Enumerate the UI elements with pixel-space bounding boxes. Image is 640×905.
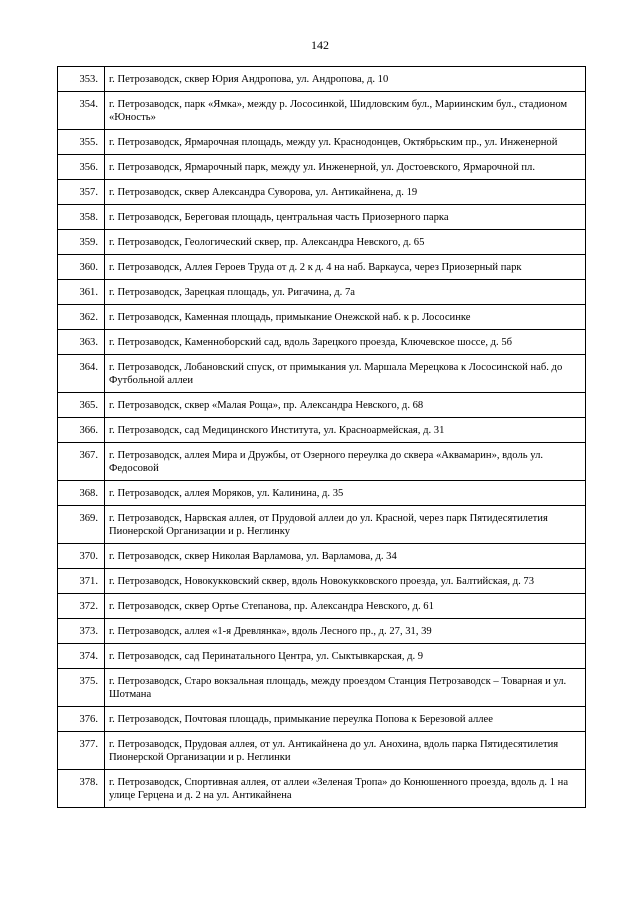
row-number	[58, 92, 105, 130]
row-description-text: г. Петрозаводск, Аллея Героев Труда от д. 2 к д. 4 на наб. Варкауса, через Приозерный парк	[109, 262, 522, 273]
row-number	[58, 443, 105, 481]
row-description-text: г. Петрозаводск, Прудовая аллея, от ул. Антикайнена до ул. Анохина, вдоль парка Пятидесятилетия Пионерской Организации и р. Неглинки	[109, 739, 559, 763]
table-row	[58, 669, 586, 707]
row-number-text: 366.	[79, 425, 98, 436]
row-description	[105, 330, 586, 355]
row-number-text: 371.	[79, 576, 98, 587]
row-description	[105, 594, 586, 619]
row-number	[58, 330, 105, 355]
row-number-text: 375.	[79, 676, 98, 687]
table-row	[58, 130, 586, 155]
row-number-text: 362.	[79, 312, 98, 323]
row-description-text: г. Петрозаводск, сквер Николая Варламова, ул. Варламова, д. 34	[109, 551, 397, 562]
row-description-text: г. Петрозаводск, Новокукковский сквер, вдоль Новокукковского проезда, ул. Балтийская, д. 73	[109, 576, 535, 587]
row-number	[58, 255, 105, 280]
table-row	[58, 255, 586, 280]
table-row	[58, 770, 586, 808]
row-number	[58, 130, 105, 155]
row-number	[58, 594, 105, 619]
row-number	[58, 544, 105, 569]
row-description-text: г. Петрозаводск, сквер Александра Суворова, ул. Антикайнена, д. 19	[109, 187, 418, 198]
row-description	[105, 707, 586, 732]
row-number-text: 377.	[79, 739, 98, 750]
row-description	[105, 669, 586, 707]
table-row	[58, 305, 586, 330]
row-number-text: 356.	[79, 162, 98, 173]
row-number-text: 360.	[79, 262, 98, 273]
row-description-text: г. Петрозаводск, аллея «1-я Древлянка», вдоль Лесного пр., д. 27, 31, 39	[109, 626, 432, 637]
table-row	[58, 481, 586, 506]
row-description	[105, 305, 586, 330]
row-number-text: 361.	[79, 287, 98, 298]
row-number	[58, 644, 105, 669]
row-number-text: 374.	[79, 651, 98, 662]
table-row	[58, 205, 586, 230]
row-description	[105, 155, 586, 180]
table-row	[58, 393, 586, 418]
places-table	[57, 66, 586, 808]
row-description-text: г. Петрозаводск, аллея Моряков, ул. Калинина, д. 35	[109, 488, 344, 499]
table-row	[58, 594, 586, 619]
row-number	[58, 280, 105, 305]
table-row	[58, 92, 586, 130]
table-row	[58, 230, 586, 255]
table-row	[58, 67, 586, 92]
row-description-text: г. Петрозаводск, Геологический сквер, пр. Александра Невского, д. 65	[109, 237, 425, 248]
row-description	[105, 130, 586, 155]
row-description	[105, 644, 586, 669]
row-number-text: 365.	[79, 400, 98, 411]
row-description-text: г. Петрозаводск, Каменная площадь, примыкание Онежской наб. к р. Лососинке	[109, 312, 471, 323]
row-description	[105, 418, 586, 443]
row-description-text: г. Петрозаводск, Береговая площадь, центральная часть Приозерного парка	[109, 212, 449, 223]
table-row	[58, 544, 586, 569]
row-number-text: 370.	[79, 551, 98, 562]
row-description	[105, 481, 586, 506]
row-number-text: 359.	[79, 237, 98, 248]
row-number	[58, 481, 105, 506]
table-row	[58, 569, 586, 594]
row-description	[105, 180, 586, 205]
row-description	[105, 619, 586, 644]
row-number-text: 367.	[79, 450, 98, 461]
row-description	[105, 443, 586, 481]
row-number-text: 373.	[79, 626, 98, 637]
table-row	[58, 355, 586, 393]
row-number-text: 372.	[79, 601, 98, 612]
row-description-text: г. Петрозаводск, сквер Юрия Андропова, ул. Андропова, д. 10	[109, 74, 389, 85]
table-row	[58, 155, 586, 180]
row-number	[58, 619, 105, 644]
row-description	[105, 92, 586, 130]
row-number-text: 368.	[79, 488, 98, 499]
row-description-text: г. Петрозаводск, сад Медицинского Института, ул. Красноармейская, д. 31	[109, 425, 445, 436]
row-number-text: 378.	[79, 777, 98, 788]
row-description	[105, 544, 586, 569]
places-table-body	[58, 67, 586, 808]
row-number	[58, 506, 105, 544]
row-description-text: г. Петрозаводск, Зарецкая площадь, ул. Ригачина, д. 7а	[109, 287, 355, 298]
row-number	[58, 230, 105, 255]
table-row	[58, 280, 586, 305]
row-number-text: 376.	[79, 714, 98, 725]
row-number-text: 364.	[79, 362, 98, 373]
table-row	[58, 506, 586, 544]
table-row	[58, 644, 586, 669]
row-description-text: г. Петрозаводск, Спортивная аллея, от аллеи «Зеленая Тропа» до Конюшенного проезда, вдоль д. 1 на улице Герцена и д. 2 на ул. Антикайнена	[109, 777, 569, 801]
table-row	[58, 619, 586, 644]
row-number-text: 358.	[79, 212, 98, 223]
row-number	[58, 569, 105, 594]
row-description	[105, 732, 586, 770]
row-number	[58, 770, 105, 808]
row-description-text: г. Петрозаводск, сквер «Малая Роща», пр. Александра Невского, д. 68	[109, 400, 424, 411]
table-row	[58, 707, 586, 732]
row-description	[105, 205, 586, 230]
row-number-text: 357.	[79, 187, 98, 198]
row-description-text: г. Петрозаводск, сквер Ортье Степанова, пр. Александра Невского, д. 61	[109, 601, 434, 612]
table-row	[58, 732, 586, 770]
row-number	[58, 393, 105, 418]
table-row	[58, 418, 586, 443]
row-description-text: г. Петрозаводск, сад Перинатального Центра, ул. Сыктывкарская, д. 9	[109, 651, 424, 662]
row-number	[58, 418, 105, 443]
row-number-text: 355.	[79, 137, 98, 148]
row-description-text: г. Петрозаводск, Лобановский спуск, от примыкания ул. Маршала Мерецкова к Лососинской наб. до Футбольной аллеи	[109, 362, 563, 386]
row-description	[105, 569, 586, 594]
row-number-text: 354.	[79, 99, 98, 110]
row-number	[58, 355, 105, 393]
row-number	[58, 669, 105, 707]
page-number: 142	[311, 38, 329, 52]
row-number-text: 369.	[79, 513, 98, 524]
row-description	[105, 506, 586, 544]
row-description-text: г. Петрозаводск, аллея Мира и Дружбы, от Озерного переулка до сквера «Аквамарин», вдоль ул. Федосовой	[109, 450, 543, 474]
row-description	[105, 230, 586, 255]
row-number	[58, 707, 105, 732]
table-row	[58, 180, 586, 205]
row-description	[105, 255, 586, 280]
row-description-text: г. Петрозаводск, Почтовая площадь, примыкание переулка Попова к Березовой аллее	[109, 714, 493, 725]
row-description	[105, 770, 586, 808]
row-number	[58, 305, 105, 330]
row-number	[58, 67, 105, 92]
row-description-text: г. Петрозаводск, Старо вокзальная площадь, между проездом Станция Петрозаводск – Товарная и ул. Шотмана	[109, 676, 567, 700]
table-row	[58, 330, 586, 355]
row-description-text: г. Петрозаводск, Нарвская аллея, от Прудовой аллеи до ул. Красной, через парк Пятидесятилетия Пионерской Организации и р. Неглинку	[109, 513, 548, 537]
row-description-text: г. Петрозаводск, Каменноборский сад, вдоль Зарецкого проезда, Ключевское шоссе, д. 5б	[109, 337, 513, 348]
row-description	[105, 355, 586, 393]
row-number	[58, 732, 105, 770]
row-description-text: г. Петрозаводск, парк «Ямка», между р. Лососинкой, Шидловским бул., Мариинским бул., стадионом «Юность»	[109, 99, 568, 123]
row-number-text: 363.	[79, 337, 98, 348]
row-description-text: г. Петрозаводск, Ярмарочный парк, между ул. Инженерной, ул. Достоевского, Ярмарочной пл.	[109, 162, 535, 173]
row-description	[105, 280, 586, 305]
row-description-text: г. Петрозаводск, Ярмарочная площадь, между ул. Краснодонцев, Октябрьским пр., ул. Инженерной	[109, 137, 558, 148]
row-description	[105, 393, 586, 418]
table-row	[58, 443, 586, 481]
row-number	[58, 205, 105, 230]
row-description	[105, 67, 586, 92]
row-number-text: 353.	[79, 74, 98, 85]
row-number	[58, 180, 105, 205]
row-number	[58, 155, 105, 180]
